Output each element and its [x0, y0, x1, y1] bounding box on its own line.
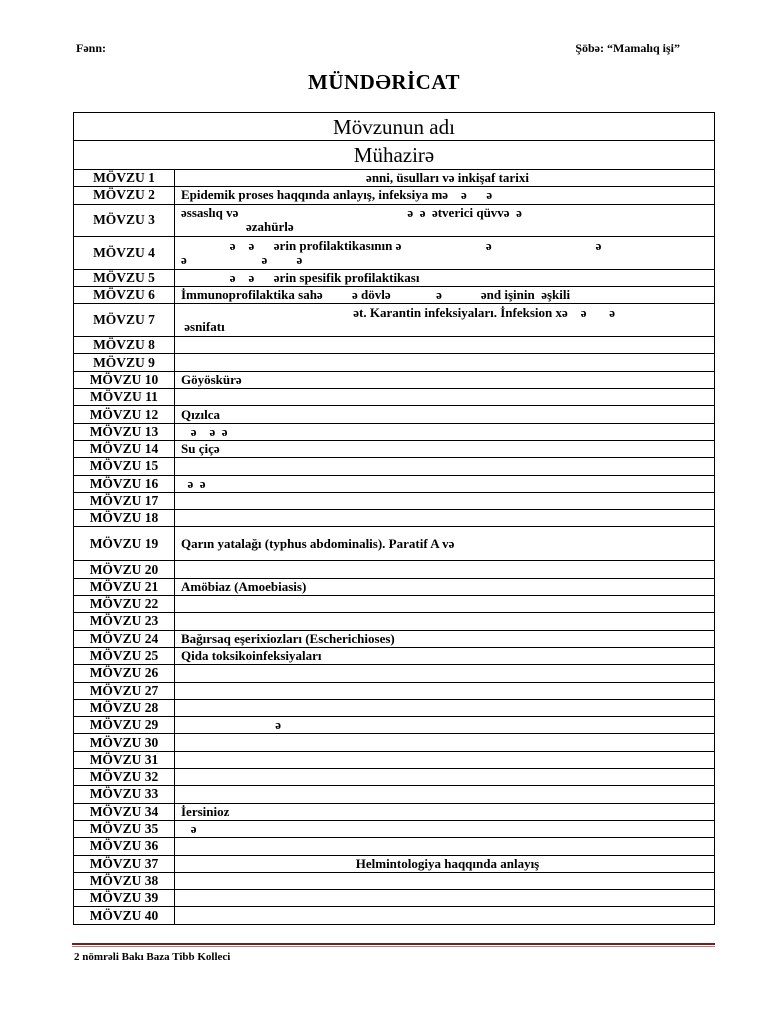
topic-number-cell: MÖVZU 10 — [74, 371, 175, 388]
topic-title-cell: Su çiçə — [175, 440, 715, 457]
topic-number-cell: MÖVZU 25 — [74, 647, 175, 664]
topic-title-cell — [175, 492, 715, 509]
topic-number-cell: MÖVZU 1 — [74, 170, 175, 187]
topic-number-cell: MÖVZU 28 — [74, 699, 175, 716]
footer-divider — [72, 943, 715, 945]
table-row — [74, 187, 715, 204]
topic-title-cell: əssaslıq və ə ə ətverici qüvvə ə əzahürlə — [175, 204, 715, 236]
topic-number-cell: MÖVZU 40 — [74, 907, 175, 924]
topic-title-cell — [175, 786, 715, 803]
topic-number-cell: MÖVZU 24 — [74, 630, 175, 647]
topic-number-cell: MÖVZU 37 — [74, 855, 175, 872]
topic-number-cell: MÖVZU 29 — [74, 717, 175, 734]
topic-title-cell: ənni, üsulları və inkişaf tarixi — [175, 170, 715, 187]
table-row — [74, 527, 715, 561]
topic-number-cell: MÖVZU 33 — [74, 786, 175, 803]
contents-table — [73, 112, 715, 925]
topic-number-cell: MÖVZU 36 — [74, 838, 175, 855]
table-row — [74, 561, 715, 578]
topic-title-cell — [175, 613, 715, 630]
table-row — [74, 440, 715, 457]
table-row — [74, 734, 715, 751]
table-row — [74, 269, 715, 286]
topic-title-cell: ə ə ərin spesifik profilaktikası — [175, 269, 715, 286]
topic-title-cell — [175, 872, 715, 889]
table-header-row — [74, 113, 715, 141]
topic-number-cell: MÖVZU 11 — [74, 389, 175, 406]
table-row — [74, 371, 715, 388]
table-row — [74, 699, 715, 716]
table-row — [74, 907, 715, 924]
topic-number-cell: MÖVZU 20 — [74, 561, 175, 578]
topic-title-cell — [175, 907, 715, 924]
topic-number-cell: MÖVZU 4 — [74, 236, 175, 269]
table-row — [74, 286, 715, 303]
topic-number-cell: MÖVZU 31 — [74, 751, 175, 768]
table-row — [74, 613, 715, 630]
topic-number-cell: MÖVZU 26 — [74, 665, 175, 682]
table-row — [74, 337, 715, 354]
topic-title-cell: İmmunoprofilaktika sahə ə dövlə ə ənd işinin əşkili — [175, 286, 715, 303]
table-row — [74, 492, 715, 509]
table-row — [74, 236, 715, 269]
topic-number-cell: MÖVZU 3 — [74, 204, 175, 236]
table-row — [74, 803, 715, 820]
topic-number-cell: MÖVZU 19 — [74, 527, 175, 561]
topic-number-cell: MÖVZU 23 — [74, 613, 175, 630]
topic-title-cell — [175, 838, 715, 855]
topic-title-cell: Göyöskürə — [175, 371, 715, 388]
table-row — [74, 423, 715, 440]
topic-title-cell: ə ə — [175, 475, 715, 492]
topic-title-cell: ə ə ə — [175, 423, 715, 440]
topic-number-cell: MÖVZU 21 — [74, 578, 175, 595]
table-row — [74, 751, 715, 768]
table-row — [74, 204, 715, 236]
topic-number-cell: MÖVZU 18 — [74, 510, 175, 527]
topic-title-cell: Amöbiaz (Amoebiasis) — [175, 578, 715, 595]
topic-title-cell: ə ə ərin profilaktikasının ə ə ə ə ə ə — [175, 236, 715, 269]
topic-number-cell: MÖVZU 8 — [74, 337, 175, 354]
table-row — [74, 458, 715, 475]
table-row — [74, 890, 715, 907]
topic-title-cell — [175, 665, 715, 682]
topic-number-cell: MÖVZU 39 — [74, 890, 175, 907]
header-department-label: Şöbə: “Mamalıq işi” — [575, 41, 680, 55]
topic-title-cell — [175, 596, 715, 613]
table-row — [74, 596, 715, 613]
topic-title-cell — [175, 890, 715, 907]
topic-number-cell: MÖVZU 12 — [74, 406, 175, 423]
topic-number-cell: MÖVZU 6 — [74, 286, 175, 303]
topic-title-cell — [175, 734, 715, 751]
table-row — [74, 786, 715, 803]
topic-number-cell: MÖVZU 38 — [74, 872, 175, 889]
topic-title-cell — [175, 699, 715, 716]
topic-title-cell: Qarın yatalağı (typhus abdominalis). Paratif A və — [175, 527, 715, 561]
table-row — [74, 872, 715, 889]
table-row — [74, 855, 715, 872]
table-row — [74, 475, 715, 492]
topic-title-cell — [175, 751, 715, 768]
column-header-topic-name: Mövzunun adı — [74, 113, 715, 141]
topic-title-cell: Helmintologiya haqqında anlayış — [175, 855, 715, 872]
topic-number-cell: MÖVZU 27 — [74, 682, 175, 699]
topic-title-cell: Bağırsaq eşerixiozları (Escherichioses) — [175, 630, 715, 647]
table-row — [74, 406, 715, 423]
table-row — [74, 170, 715, 187]
topic-number-cell: MÖVZU 2 — [74, 187, 175, 204]
topic-number-cell: MÖVZU 17 — [74, 492, 175, 509]
topic-title-cell: ə — [175, 820, 715, 837]
topic-number-cell: MÖVZU 7 — [74, 304, 175, 337]
topic-title-cell: ə — [175, 717, 715, 734]
footer-divider-thin — [72, 946, 715, 947]
column-header-lecture: Mühazirə — [74, 141, 715, 170]
topic-title-cell — [175, 561, 715, 578]
table-row — [74, 578, 715, 595]
table-row — [74, 647, 715, 664]
table-row — [74, 304, 715, 337]
page-title: MÜNDƏRİCAT — [308, 70, 460, 94]
topic-number-cell: MÖVZU 32 — [74, 769, 175, 786]
topic-number-cell: MÖVZU 15 — [74, 458, 175, 475]
topic-number-cell: MÖVZU 5 — [74, 269, 175, 286]
topic-number-cell: MÖVZU 16 — [74, 475, 175, 492]
topic-title-cell — [175, 389, 715, 406]
topic-title-cell: İersinioz — [175, 803, 715, 820]
table-row — [74, 717, 715, 734]
table-row — [74, 630, 715, 647]
topic-title-cell — [175, 337, 715, 354]
header-subject-label: Fənn: — [76, 41, 106, 55]
table-row — [74, 820, 715, 837]
table-row — [74, 838, 715, 855]
topic-number-cell: MÖVZU 35 — [74, 820, 175, 837]
topic-number-cell: MÖVZU 22 — [74, 596, 175, 613]
topic-title-cell — [175, 769, 715, 786]
topic-number-cell: MÖVZU 9 — [74, 354, 175, 371]
table-row — [74, 682, 715, 699]
footer-college-name: 2 nömrəli Bakı Baza Tibb Kolleci — [74, 951, 231, 963]
topic-number-cell: MÖVZU 13 — [74, 423, 175, 440]
topic-number-cell: MÖVZU 30 — [74, 734, 175, 751]
table-row — [74, 510, 715, 527]
topic-title-cell — [175, 458, 715, 475]
table-row — [74, 769, 715, 786]
topic-title-cell — [175, 682, 715, 699]
table-row — [74, 354, 715, 371]
topic-title-cell — [175, 354, 715, 371]
table-header-row — [74, 141, 715, 170]
topic-title-cell: Qida toksikoinfeksiyaları — [175, 647, 715, 664]
table-row — [74, 665, 715, 682]
topic-number-cell: MÖVZU 14 — [74, 440, 175, 457]
topic-number-cell: MÖVZU 34 — [74, 803, 175, 820]
topic-title-cell: ət. Karantin infeksiyaları. İnfeksion xə ə ə əsnifatı — [175, 304, 715, 337]
topic-title-cell — [175, 510, 715, 527]
topic-title-cell: Epidemik proses haqqında anlayış, infeksiya mə ə ə — [175, 187, 715, 204]
table-row — [74, 389, 715, 406]
topic-title-cell: Qızılca — [175, 406, 715, 423]
